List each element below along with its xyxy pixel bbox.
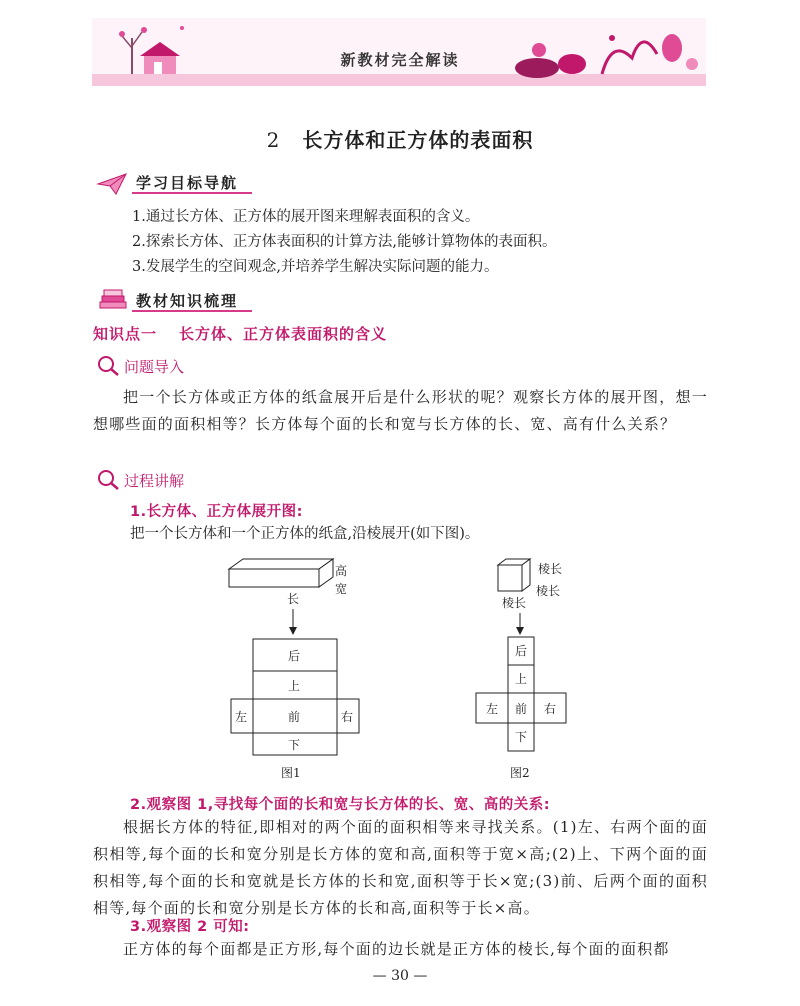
figure2-caption: 图2 <box>510 766 530 780</box>
process-heading <box>96 466 216 490</box>
page-number: — 30 — <box>372 968 428 984</box>
step2-heading: 2.观察图 1,寻找每个面的长和宽与长方体的长、宽、高的关系: <box>130 797 551 813</box>
goals-underline <box>132 192 252 194</box>
header-title: 新教材完全解读 <box>340 51 460 69</box>
goal-item: 2.探索长方体、正方体表面积的计算方法,能够计算物体的表面积。 <box>132 234 557 250</box>
knowledge-underline <box>132 310 252 312</box>
process-heading-text: 过程讲解 <box>124 472 185 490</box>
step1-text: 把一个长方体和一个正方体的纸盒,沿棱展开(如下图)。 <box>130 526 480 542</box>
knowledge-heading-text: 教材知识梳理 <box>136 292 239 310</box>
books-icon <box>96 288 130 314</box>
lesson-number: 2 <box>266 128 281 152</box>
face-top-label: 上 <box>288 679 301 693</box>
magnifier-icon <box>96 354 122 376</box>
goal-item: 3.发展学生的空间观念,并培养学生解决实际问题的能力。 <box>132 259 499 275</box>
goals-heading <box>96 170 356 196</box>
lesson-title-text: 长方体和正方体的表面积 <box>302 128 534 152</box>
cuboid-drawing <box>229 559 333 587</box>
face-top-label: 上 <box>515 672 528 686</box>
step2-paragraph: 根据长方体的特征,即相对的两个面的面积相等来寻找关系。(1)左、右两个面的面积相等,每个面的长和宽分别是长方体的宽和高,面积等于宽×高;(2)上、下两个面的面积相等,每个面的长和宽就是长方体的长和宽,面积等于长×宽;(3)前、后两个面的面积相等,每个面的长和宽分别是长方体的长和高,面积等于长×高。 <box>93 818 708 917</box>
down-arrow-icon <box>289 609 297 635</box>
label-height: 高 <box>335 564 348 578</box>
knowledge-point-label: 知识点一 <box>93 325 158 343</box>
face-back-label: 后 <box>288 649 301 663</box>
step1-heading: 1.长方体、正方体展开图: <box>130 504 303 520</box>
label-width: 宽 <box>335 582 348 596</box>
knowledge-point-title <box>93 323 387 344</box>
figure2-cube-net <box>470 555 580 785</box>
paper-plane-icon <box>96 170 130 196</box>
intro-heading-text: 问题导入 <box>124 358 185 376</box>
step3-heading: 3.观察图 2 可知: <box>130 919 250 935</box>
magnifier-icon <box>96 468 122 490</box>
lesson-title <box>0 124 800 153</box>
figure1-caption: 图1 <box>281 766 301 780</box>
label-length: 长 <box>287 592 300 606</box>
face-back-label: 后 <box>515 644 528 658</box>
face-bottom-label: 下 <box>288 738 301 752</box>
cube-drawing <box>498 559 530 591</box>
step3-paragraph: 正方体的每个面都是正方形,每个面的边长就是正方体的棱长,每个面的面积都 <box>123 940 670 958</box>
down-arrow-icon <box>516 613 524 635</box>
face-front-label: 前 <box>515 702 528 716</box>
goal-item: 1.通过长方体、正方体的展开图来理解表面积的含义。 <box>132 209 480 225</box>
label-edge-top: 棱长 <box>538 562 563 576</box>
goals-heading-text: 学习目标导航 <box>136 174 239 192</box>
label-edge-right: 棱长 <box>536 584 561 598</box>
face-left-label: 左 <box>486 702 499 716</box>
intro-heading <box>96 352 216 376</box>
face-front-label: 前 <box>288 710 301 724</box>
face-right-label: 右 <box>544 702 557 716</box>
face-bottom-label: 下 <box>515 730 528 744</box>
figure1-cuboid-net <box>225 555 375 785</box>
face-right-label: 右 <box>341 710 354 724</box>
label-edge-bottom: 棱长 <box>502 596 527 610</box>
intro-paragraph: 把一个长方体或正方体的纸盒展开后是什么形状的呢？观察长方体的展开图，想一想哪些面的面积相等？长方体每个面的长和宽与长方体的长、宽、高有什么关系？ <box>93 388 708 433</box>
face-left-label: 左 <box>235 710 248 724</box>
knowledge-point-text: 长方体、正方体表面积的含义 <box>179 325 388 343</box>
knowledge-heading <box>96 288 356 314</box>
